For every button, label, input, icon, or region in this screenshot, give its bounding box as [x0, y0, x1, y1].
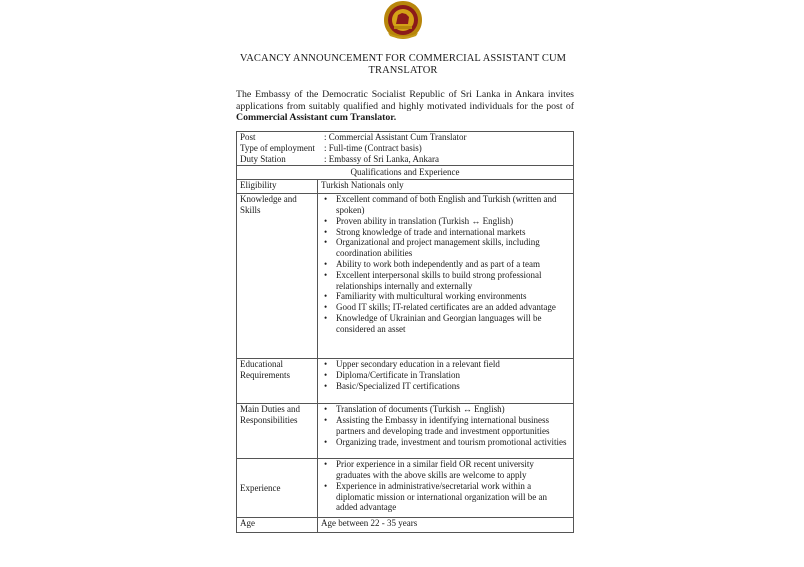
- table-row: [237, 518, 574, 533]
- label-line: Educational: [240, 359, 283, 370]
- list-item: • Excellent interpersonal skills to build strong professional relationships internally and externally: [336, 270, 570, 292]
- duty-value: : Embassy of Sri Lanka, Ankara: [324, 153, 439, 164]
- list-item: • Prior experience in a similar field OR recent university graduates with the above skills are welcome to apply: [336, 459, 570, 481]
- table-row: [237, 359, 574, 404]
- sri-lanka-emblem-icon: [378, 0, 428, 40]
- table-row: [237, 459, 574, 518]
- list-item: • Diploma/Certificate in Translation: [336, 370, 570, 381]
- employment-label: Type of employment: [240, 142, 315, 153]
- age-label: Age: [237, 518, 318, 533]
- duties-label: [237, 404, 318, 459]
- info-row: [237, 132, 574, 180]
- info-cell: [237, 132, 574, 180]
- post-value: : Commercial Assistant Cum Translator: [324, 132, 467, 142]
- list-item: • Experience in administrative/secretarial work within a diplomatic mission or international organization will be an added advantage: [336, 481, 570, 513]
- list-item: • Ability to work both independently and as part of a team: [336, 259, 570, 270]
- age-value: Age between 22 - 35 years: [318, 518, 574, 533]
- list-item: • Excellent command of both English and Turkish (written and spoken): [336, 194, 570, 216]
- title-line: TRANSLATOR: [368, 65, 438, 76]
- list-item: • Knowledge of Ukrainian and Georgian languages will be considered an asset: [336, 313, 570, 335]
- label-line: Requirements: [240, 369, 290, 380]
- title-line: VACANCY ANNOUNCEMENT FOR COMMERCIAL ASSISTANT CUM: [239, 53, 567, 64]
- table-row: [237, 194, 574, 359]
- list-item: • Proven ability in translation (Turkish ↔ English): [336, 216, 570, 227]
- vacancy-table: [236, 131, 574, 533]
- list-item: • Organizational and project management skills, including coordination abilities: [336, 237, 570, 259]
- table-row: [237, 180, 574, 194]
- label-line: Responsibilities: [240, 414, 298, 425]
- eligibility-value: Turkish Nationals only: [318, 180, 574, 194]
- experience-list: [321, 459, 570, 513]
- knowledge-label: [237, 194, 318, 359]
- intro-post-title: Commercial Assistant cum Translator.: [236, 112, 397, 124]
- list-item: • Upper secondary education in a relevant field: [336, 359, 570, 370]
- experience-label: Experience: [237, 459, 318, 518]
- label-line: Skills: [240, 204, 261, 215]
- education-label: [237, 359, 318, 404]
- education-list-cell: [318, 359, 574, 404]
- list-item: • Translation of documents (Turkish ↔ English): [336, 404, 570, 415]
- employment-value: : Full-time (Contract basis): [324, 142, 422, 153]
- list-item: • Good IT skills; IT-related certificates are an added advantage: [336, 302, 570, 313]
- duties-list: [321, 404, 570, 447]
- list-item: • Basic/Specialized IT certifications: [336, 381, 570, 392]
- eligibility-label: Eligibility: [237, 180, 318, 194]
- knowledge-list: [321, 194, 570, 334]
- knowledge-list-cell: [318, 194, 574, 359]
- education-list: [321, 359, 570, 391]
- list-item: • Strong knowledge of trade and international markets: [336, 227, 570, 238]
- label-line: Main Duties and: [240, 404, 300, 415]
- list-item: • Familiarity with multicultural working environments: [336, 291, 570, 302]
- qualifications-heading: Qualifications and Experience: [237, 165, 573, 179]
- duty-label: Duty Station: [240, 153, 286, 164]
- page-title: [236, 53, 570, 77]
- table-row: [237, 404, 574, 459]
- intro-paragraph: [236, 89, 574, 124]
- list-item: • Organizing trade, investment and tourism promotional activities: [336, 437, 570, 448]
- duties-list-cell: [318, 404, 574, 459]
- label-line: Knowledge and: [240, 194, 297, 205]
- list-item: • Assisting the Embassy in identifying international business partners and developing trade and investment opportunities: [336, 415, 570, 437]
- post-label: Post: [240, 132, 256, 142]
- experience-list-cell: [318, 459, 574, 518]
- intro-text: The Embassy of the Democratic Socialist Republic of Sri Lanka in Ankara invites applications from suitably qualified and highly motivated individuals for the post of: [236, 89, 574, 112]
